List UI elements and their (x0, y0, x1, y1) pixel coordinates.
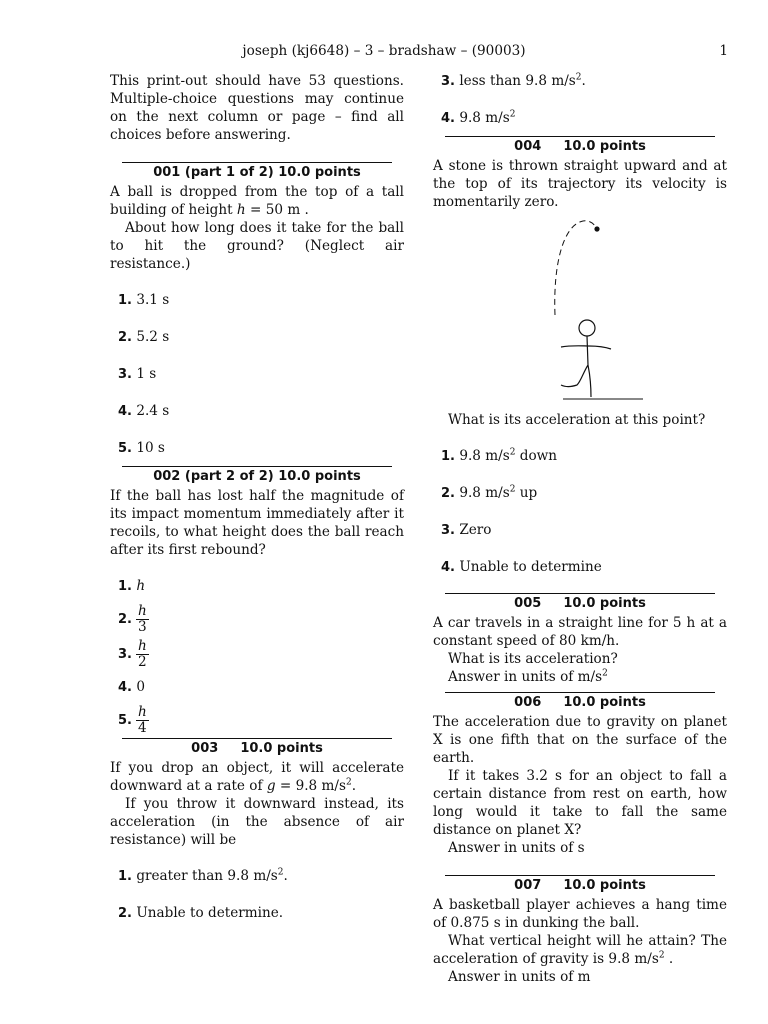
choice-002-2[interactable]: 2. $\frac{h}{3}$ (118, 603, 147, 635)
question-002-text: If the ball has lost half the magnitude of its impact momentum immediately after it recoils, to what height does the ball reach after its first rebound? (110, 488, 404, 558)
question-003-text: If you drop an object, it will accelerate downward at a rate of g = 9.8 $m/s^2$. (110, 760, 404, 794)
choice-001-1[interactable]: 1. 3.1 s (118, 292, 170, 308)
question-005-units: Answer in units of $m/s^2$ (448, 668, 608, 685)
figure-head (579, 320, 595, 336)
choice-004-4[interactable]: 4. Unable to determine (441, 559, 602, 575)
stone (594, 226, 599, 231)
question-007-header: 007 10.0 points (514, 878, 646, 893)
choice-002-1[interactable]: 1. h (118, 578, 146, 594)
question-001-text: A ball is dropped from the top of a tall building of height h = 50 m . (110, 184, 404, 218)
page-header: joseph (kj6648) – 3 – bradshaw – (90003) (242, 43, 526, 59)
page-number: 1 (719, 43, 728, 59)
question-002-header: 002 (part 2 of 2) 10.0 points (153, 469, 361, 484)
choice-001-3[interactable]: 3. 1 s (118, 366, 157, 382)
question-003-header: 003 10.0 points (191, 741, 323, 756)
left-column (110, 72, 404, 923)
question-007-units: Answer in units of m (448, 969, 591, 985)
question-004-prompt: What is its acceleration at this point? (448, 412, 706, 428)
choice-004-1[interactable]: 1. 9.8 $m/s^2$ down (441, 447, 558, 464)
question-007-prompt: What vertical height will he attain? The acceleration of gravity is 9.8 $m/s^2$ . (433, 933, 727, 967)
choice-003-4[interactable]: 4. 9.8 $m/s^2$ (441, 109, 516, 126)
question-006-prompt: If it takes 3.2 s for an object to fall a certain distance from rest on earth, how long would it take to fall the same distance on planet X? (433, 768, 727, 838)
question-005-header: 005 10.0 points (514, 596, 646, 611)
question-005-text: A car travels in a straight line for 5 h at a constant speed of 80 km/h. (433, 615, 727, 649)
question-007-text: A basketball player achieves a hang time of 0.875 s in dunking the ball. (433, 897, 727, 931)
choice-001-4[interactable]: 4. 2.4 s (118, 403, 170, 419)
choice-003-3[interactable]: 3. less than 9.8 $m/s^2$. (441, 72, 586, 89)
right-column (433, 72, 727, 986)
trajectory-path (555, 221, 596, 315)
question-005-prompt: What is its acceleration? (448, 651, 618, 667)
choice-002-3[interactable]: 3. $\frac{h}{2}$ (118, 638, 147, 670)
choice-002-5[interactable]: 5. $\frac{h}{4}$ (118, 704, 147, 736)
question-001-header: 001 (part 1 of 2) 10.0 points (153, 165, 361, 180)
question-001-prompt: About how long does it take for the ball to hit the ground? (Neglect air resistance.) (110, 220, 404, 272)
intro-text: This print-out should have 53 questions. Multiple-choice questions may continue on the next column or page – find all choices before answering. (110, 73, 404, 143)
question-006-header: 006 10.0 points (514, 695, 646, 710)
choice-004-2[interactable]: 2. 9.8 $m/s^2$ up (441, 484, 538, 501)
choice-001-5[interactable]: 5. 10 s (118, 440, 165, 456)
question-003-prompt: If you throw it downward instead, its acceleration (in the absence of air resistance) will be (110, 796, 404, 848)
question-004-header: 004 10.0 points (514, 139, 646, 154)
question-006-text: The acceleration due to gravity on planet X is one fifth that on the surface of the earth. (433, 714, 727, 766)
choice-004-3[interactable]: 3. Zero (441, 522, 492, 538)
figure-body (561, 336, 611, 397)
choice-003-1[interactable]: 1. greater than 9.8 $m/s^2$. (118, 867, 288, 884)
choice-002-4[interactable]: 4. 0 (118, 679, 145, 695)
choice-003-2[interactable]: 2. Unable to determine. (118, 905, 284, 921)
question-004-text: A stone is thrown straight upward and at the top of its trajectory its velocity is momentarily zero. (433, 158, 727, 210)
choice-001-2[interactable]: 2. 5.2 s (118, 329, 170, 345)
stick-figure-illustration (543, 215, 663, 405)
question-006-units: Answer in units of s (448, 840, 585, 856)
